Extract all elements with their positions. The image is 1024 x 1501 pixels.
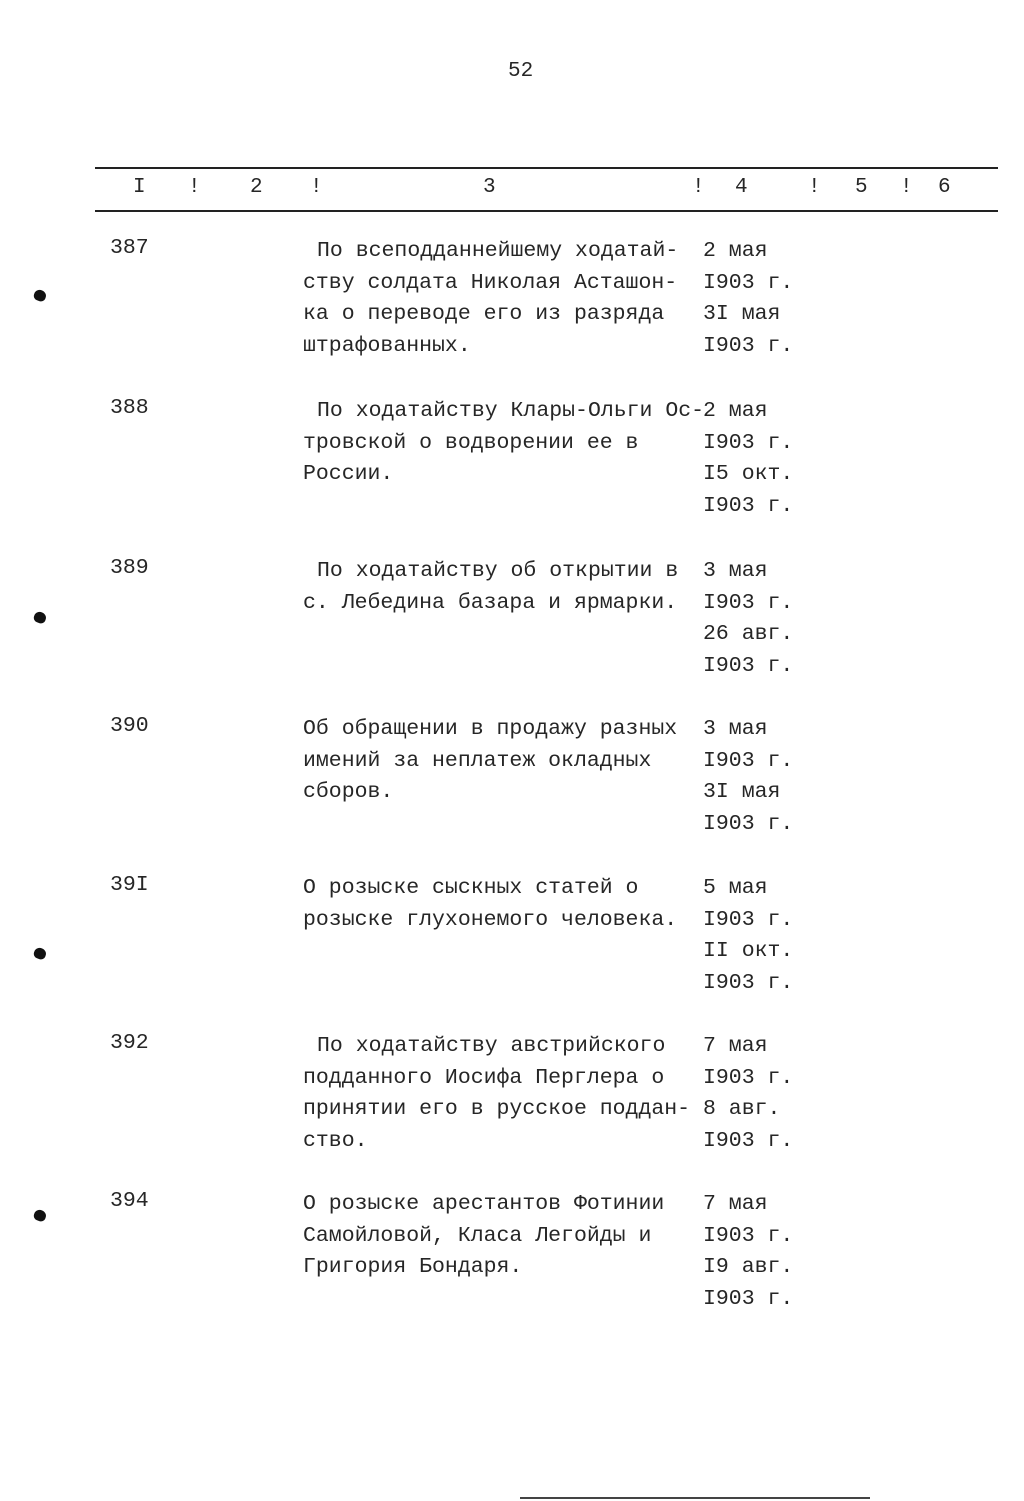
column-separator: ! — [692, 176, 705, 199]
description-line: с. Лебедина базара и ярмарки. — [303, 590, 678, 615]
entry-dates — [703, 236, 793, 363]
date-line: I903 г. — [703, 430, 794, 455]
description-line: тровской о водворении ее в — [303, 430, 639, 455]
hole-punch-mark — [32, 946, 47, 960]
page-number: 52 — [508, 60, 534, 83]
date-line: I903 г. — [703, 907, 794, 932]
column-separator: ! — [310, 176, 323, 199]
description-line: ству солдата Николая Асташон- — [303, 270, 678, 295]
date-line: I903 г. — [703, 1129, 794, 1154]
entry-description — [303, 714, 677, 809]
entry-description — [303, 1031, 690, 1158]
description-line: По ходатайству австрийского — [317, 1034, 666, 1058]
entry-dates — [703, 873, 793, 1000]
column-header: 2 — [250, 176, 263, 199]
entry-dates — [703, 396, 793, 523]
entry-dates — [703, 556, 793, 683]
date-line: 8 авг. — [703, 1097, 781, 1122]
entry-dates — [703, 1189, 793, 1316]
entry-description — [303, 873, 677, 936]
description-line: По ходатайству Клары-Ольги Ос- — [317, 399, 705, 423]
date-line: I903 г. — [703, 654, 794, 679]
description-line: О розыске арестантов Фотинии — [303, 1192, 665, 1216]
column-header: 6 — [938, 176, 951, 199]
entry-dates — [703, 1031, 793, 1158]
header-bottom-rule — [95, 210, 998, 212]
entry-number: 392 — [110, 1031, 149, 1055]
footer-rule — [520, 1497, 870, 1499]
column-header: 5 — [855, 176, 868, 199]
hole-punch-mark — [32, 1208, 47, 1222]
entry-number: 39I — [110, 873, 149, 897]
entry-number: 388 — [110, 396, 149, 420]
hole-punch-mark — [32, 288, 47, 302]
column-separator: ! — [900, 176, 913, 199]
column-separator: ! — [808, 176, 821, 199]
date-line: I903 г. — [703, 812, 794, 837]
description-line: Григория Бондаря. — [303, 1255, 523, 1280]
description-line: О розыске сыскных статей о — [303, 876, 639, 900]
date-line: 3 мая — [703, 717, 768, 741]
date-line: I903 г. — [703, 1287, 794, 1312]
date-line: I903 г. — [703, 270, 794, 295]
entry-description — [303, 396, 704, 491]
description-line: Об обращении в продажу разных — [303, 717, 678, 741]
date-line: I903 г. — [703, 971, 794, 996]
date-line: 26 авг. — [703, 622, 794, 647]
entry-number: 390 — [110, 714, 149, 738]
date-line: 5 мая — [703, 876, 768, 900]
date-line: I903 г. — [703, 334, 794, 359]
date-line: I903 г. — [703, 1065, 794, 1090]
description-line: имений за неплатеж окладных — [303, 748, 652, 773]
date-line: I9 авг. — [703, 1255, 794, 1280]
date-line: I903 г. — [703, 1223, 794, 1248]
description-line: ство. — [303, 1129, 368, 1154]
description-line: Самойловой, Класа Легойды и — [303, 1223, 652, 1248]
date-line: I5 окт. — [703, 462, 794, 487]
entry-description — [303, 556, 678, 619]
description-line: По всеподданнейшему ходатай- — [317, 239, 679, 263]
entry-dates — [703, 714, 793, 841]
entry-description — [303, 1189, 664, 1284]
date-line: 7 мая — [703, 1034, 768, 1058]
header-top-rule — [95, 167, 998, 169]
column-separator: ! — [188, 176, 201, 199]
date-line: 7 мая — [703, 1192, 768, 1216]
date-line: 3I мая — [703, 302, 781, 327]
entry-description — [303, 236, 678, 363]
description-line: штрафованных. — [303, 334, 471, 359]
entry-number: 394 — [110, 1189, 149, 1213]
date-line: II окт. — [703, 939, 794, 964]
hole-punch-mark — [32, 610, 47, 624]
description-line: розыске глухонемого человека. — [303, 907, 678, 932]
description-line: подданного Иосифа Перглера о — [303, 1065, 665, 1090]
description-line: сборов. — [303, 780, 394, 805]
description-line: По ходатайству об открытии в — [317, 559, 679, 583]
column-header: 3 — [483, 176, 496, 199]
entry-number: 389 — [110, 556, 149, 580]
date-line: I903 г. — [703, 748, 794, 773]
column-header: I — [133, 176, 146, 199]
description-line: ка о переводе его из разряда — [303, 302, 665, 327]
date-line: 3 мая — [703, 559, 768, 583]
date-line: 2 мая — [703, 399, 768, 423]
description-line: России. — [303, 462, 394, 487]
column-header: 4 — [735, 176, 748, 199]
date-line: 2 мая — [703, 239, 768, 263]
description-line: принятии его в русское поддан- — [303, 1097, 691, 1122]
date-line: 3I мая — [703, 780, 781, 805]
date-line: I903 г. — [703, 590, 794, 615]
entry-number: 387 — [110, 236, 149, 260]
date-line: I903 г. — [703, 494, 794, 519]
